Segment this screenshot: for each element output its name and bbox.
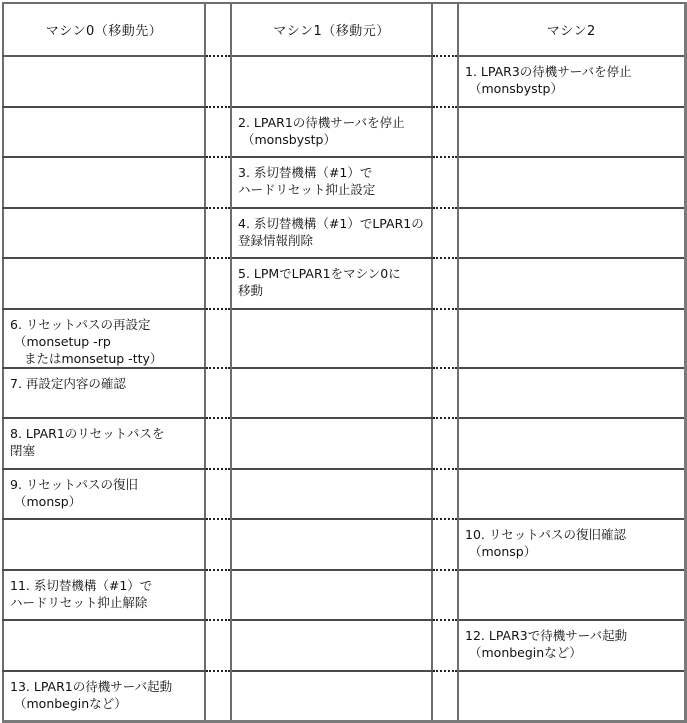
step-text <box>232 209 431 249</box>
gap-connector <box>432 157 458 208</box>
machine1-cell <box>231 469 432 520</box>
step-detail: （monsbystp） <box>242 131 336 147</box>
machine0-cell <box>3 107 205 158</box>
step-title: 12. LPAR3で待機サーバ起動 <box>465 628 628 643</box>
machine2-cell <box>458 258 685 309</box>
machine2-cell <box>458 519 685 570</box>
machine1-cell <box>231 418 432 469</box>
step-row <box>3 258 685 309</box>
machine2-cell <box>458 570 685 621</box>
machine0-cell <box>3 671 205 722</box>
machine0-cell <box>3 519 205 570</box>
machine1-cell <box>231 107 432 158</box>
machine2-cell <box>458 671 685 722</box>
step-text <box>4 369 204 392</box>
step-text <box>4 571 204 611</box>
step-row <box>3 107 685 158</box>
step-text <box>232 108 431 148</box>
gap-connector <box>205 258 231 309</box>
machine1-cell <box>231 56 432 107</box>
step-title: 3. 系切替機構（#1）で <box>238 165 373 180</box>
gap-column-header <box>205 3 231 56</box>
step-title: 4. 系切替機構（#1）でLPAR1の <box>238 215 424 231</box>
step-title: 13. LPAR1の待機サーバ起動 <box>10 678 173 694</box>
step-row <box>3 671 685 722</box>
machine0-cell <box>3 570 205 621</box>
machine0-cell <box>3 157 205 208</box>
gap-connector <box>205 570 231 621</box>
lpm-procedure-table <box>2 2 687 723</box>
machine1-cell <box>231 368 432 419</box>
machine1-cell <box>231 309 432 368</box>
step-row <box>3 56 685 107</box>
step-title: 8. LPAR1のリセットパスを <box>10 426 165 441</box>
gap-connector <box>432 56 458 107</box>
step-row <box>3 620 685 671</box>
procedure-steps <box>3 56 685 722</box>
gap-connector <box>432 107 458 158</box>
gap-connector <box>432 418 458 469</box>
machine2-cell <box>458 208 685 259</box>
step-detail: 登録情報削除 <box>238 232 314 248</box>
step-row <box>3 157 685 208</box>
machine2-cell <box>458 56 685 107</box>
step-text <box>4 672 204 712</box>
step-text <box>4 470 204 510</box>
machine2-cell <box>458 418 685 469</box>
gap-connector <box>432 519 458 570</box>
gap-connector <box>432 620 458 671</box>
gap-connector <box>432 309 458 368</box>
machine2-header: マシン2 <box>458 3 685 56</box>
step-detail: （monsetup -rp <box>14 333 111 349</box>
step-text <box>4 419 204 459</box>
step-detail: 閉塞 <box>10 443 36 458</box>
step-text <box>459 621 684 661</box>
step-text <box>459 57 684 97</box>
gap-connector <box>432 469 458 520</box>
gap-connector <box>205 519 231 570</box>
step-text <box>459 520 684 560</box>
gap-connector <box>432 368 458 419</box>
step-detail: （monsp） <box>469 544 537 559</box>
machine0-cell <box>3 469 205 520</box>
step-detail: またはmonsetup -tty） <box>24 350 163 366</box>
step-title: 2. LPAR1の待機サーバを停止 <box>238 114 405 130</box>
gap-column-header <box>432 3 458 56</box>
machine0-cell <box>3 208 205 259</box>
gap-connector <box>432 258 458 309</box>
step-detail: （monbeginなど） <box>14 695 127 711</box>
machine1-cell <box>231 620 432 671</box>
step-text <box>232 158 431 198</box>
machine0-cell <box>3 418 205 469</box>
machine2-cell <box>458 620 685 671</box>
gap-connector <box>205 368 231 419</box>
machine0-cell <box>3 620 205 671</box>
gap-connector <box>432 570 458 621</box>
machine2-cell <box>458 157 685 208</box>
machine0-cell <box>3 56 205 107</box>
step-row <box>3 368 685 419</box>
step-row <box>3 570 685 621</box>
machine0-cell <box>3 309 205 368</box>
gap-connector <box>205 671 231 722</box>
step-row <box>3 208 685 259</box>
gap-connector <box>205 309 231 368</box>
step-row <box>3 519 685 570</box>
gap-connector <box>205 469 231 520</box>
machine1-cell <box>231 258 432 309</box>
step-detail: （monsbystp） <box>469 81 563 96</box>
step-row <box>3 469 685 520</box>
machine1-cell <box>231 570 432 621</box>
machine0-cell <box>3 258 205 309</box>
step-detail: 移動 <box>238 283 264 298</box>
step-title: 1. LPAR3の待機サーバを停止 <box>465 64 632 79</box>
machine0-cell <box>3 368 205 419</box>
step-detail: ハードリセット抑止解除 <box>10 594 148 610</box>
gap-connector <box>432 208 458 259</box>
step-title: 9. リセットパスの復旧 <box>10 476 139 492</box>
machine1-cell <box>231 671 432 722</box>
step-text <box>4 310 204 367</box>
machine0-header: マシン0（移動先） <box>3 3 205 56</box>
step-row <box>3 309 685 368</box>
machine1-header: マシン1（移動元） <box>231 3 432 56</box>
machine2-cell <box>458 368 685 419</box>
machine1-cell <box>231 157 432 208</box>
step-detail: ハードリセット抑止設定 <box>238 182 376 197</box>
step-text <box>232 259 431 299</box>
step-title: 10. リセットパスの復旧確認 <box>465 527 626 542</box>
step-title: 6. リセットパスの再設定 <box>10 316 151 332</box>
step-title: 5. LPMでLPAR1をマシン0に <box>238 266 401 281</box>
gap-connector <box>205 157 231 208</box>
gap-connector <box>205 208 231 259</box>
gap-connector <box>205 620 231 671</box>
gap-connector <box>205 56 231 107</box>
step-row <box>3 418 685 469</box>
gap-connector <box>205 418 231 469</box>
machine1-cell <box>231 519 432 570</box>
gap-connector <box>205 107 231 158</box>
step-title: 7. 再設定内容の確認 <box>10 375 126 391</box>
header-row <box>3 3 685 56</box>
step-detail: （monbeginなど） <box>469 645 582 660</box>
step-title: 11. 系切替機構（#1）で <box>10 577 153 593</box>
machine2-cell <box>458 309 685 368</box>
machine1-cell <box>231 208 432 259</box>
step-detail: （monsp） <box>14 493 82 509</box>
gap-connector <box>432 671 458 722</box>
machine2-cell <box>458 469 685 520</box>
machine2-cell <box>458 107 685 158</box>
